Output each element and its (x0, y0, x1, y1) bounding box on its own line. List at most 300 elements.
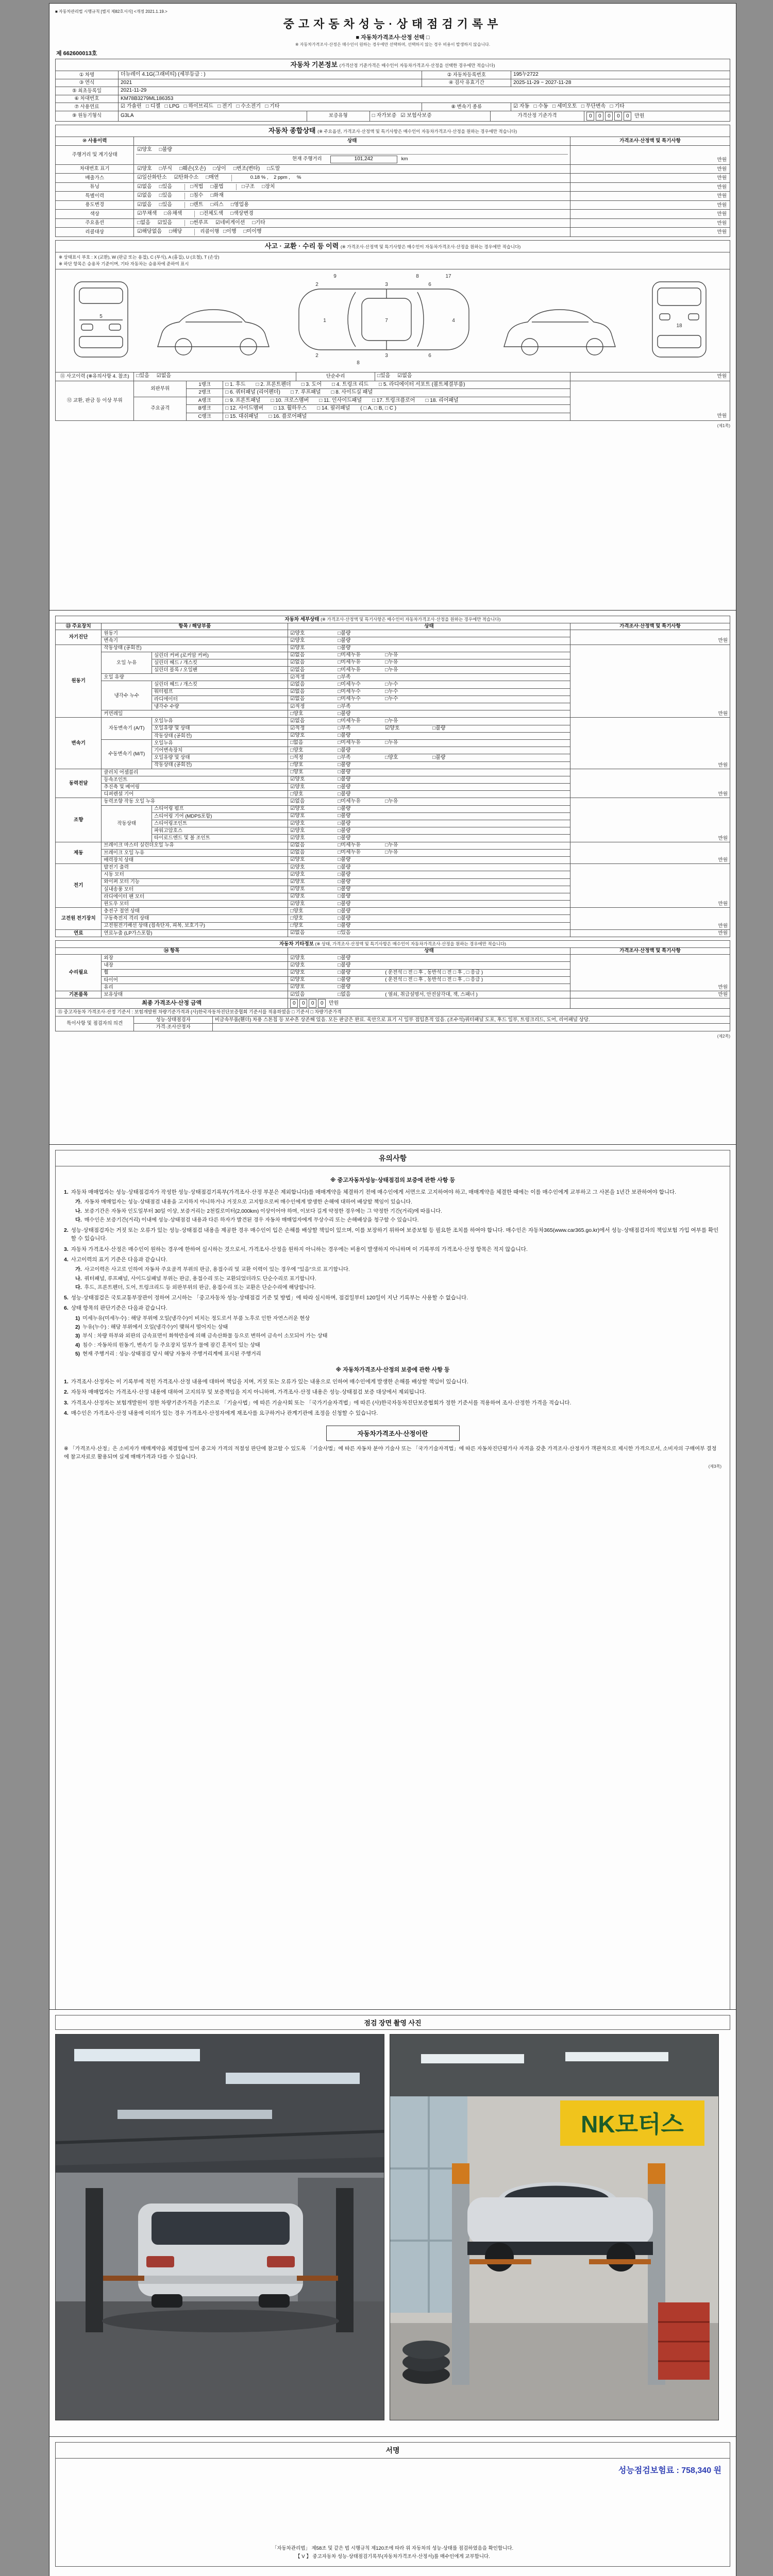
checkbox-option[interactable]: □장치 (262, 183, 275, 190)
checkbox-option[interactable]: ☑양호 (290, 955, 305, 961)
checkbox-option[interactable]: □미세누유 (338, 740, 361, 746)
checkbox-option[interactable]: ☑해당없음 (137, 229, 162, 235)
checkbox-option[interactable]: ☑양호 (290, 977, 305, 983)
checkbox-option[interactable]: ☑양호 (137, 146, 152, 152)
item-label: 추진축 및 베어링 (102, 784, 288, 791)
price-digit[interactable]: 0 (614, 112, 622, 121)
panel-checkbox-option[interactable]: □ 11. 인사이드패널 (319, 397, 362, 403)
note-sub-text: 보증기간은 자동차 인도일부터 30일 이상, 보증거리는 2천킬로미터(2,000km) 이상이어야 하며, 이보다 길게 약정한 경우에는 그 약정한 기간(거리)에 따릅니다. (84, 1208, 442, 1214)
checkbox-option[interactable]: □불량 (338, 637, 351, 643)
item-label: 오일유량 및 상태 (152, 754, 288, 761)
note-subitem (75, 1266, 721, 1274)
status-segment (137, 193, 185, 199)
etc-extra-options[interactable]: ( 운전석 □ 전 □ 후 , 동반석 □ 전 □ 후 , □ 응급 ) (385, 977, 483, 983)
checkbox-option[interactable]: □누유 (385, 718, 398, 724)
checkbox-option[interactable]: ☑양호 (290, 901, 305, 907)
checkbox-option[interactable]: ☑없음 (290, 930, 305, 936)
panel-checkbox-option[interactable]: □ 15. 대쉬패널 (225, 413, 259, 419)
checkbox-option[interactable]: ☑양호 (290, 630, 305, 636)
checkbox-option[interactable]: □도말 (267, 165, 280, 172)
checkbox-option[interactable]: □화재 (210, 193, 224, 199)
item-label: 스티어링 기어 (MDPS포함) (152, 812, 288, 820)
item-label: 워터펌프 (152, 688, 288, 696)
checkbox-option[interactable]: □불량 (338, 893, 351, 900)
model-year-value[interactable]: 2021 (118, 79, 422, 87)
overall-table (55, 125, 730, 237)
checkbox-option[interactable]: □불량 (338, 806, 351, 812)
vin-value[interactable]: KM78B3279ML186353 (118, 95, 730, 103)
checkbox-option[interactable]: ☑양호 (290, 835, 305, 841)
checkbox-option[interactable]: □없음 (290, 740, 304, 746)
checkbox-option[interactable]: □미세누유 (338, 659, 361, 666)
checkbox-option[interactable]: □불량 (338, 791, 351, 797)
checkbox-option[interactable]: □있음 (136, 373, 149, 379)
panel-options (223, 405, 570, 413)
checkbox-option[interactable]: □미세누유 (338, 667, 361, 673)
checkbox-option[interactable]: □불량 (338, 977, 351, 983)
detail-row (56, 630, 730, 637)
checkbox-option[interactable]: ☑양호 (290, 806, 305, 812)
checkbox-option[interactable]: □불량 (338, 784, 351, 790)
status-segment (137, 202, 185, 209)
checkbox-option[interactable]: □유채색 (164, 211, 182, 217)
item-status-cell (288, 667, 570, 674)
note-sub-text: 부식 : 차량 하부와 외판의 금속표면이 화학반응에 의해 금속산화물 등으로 변하여 금속이 소모되어 가는 상태 (82, 1333, 328, 1340)
car-diagram-svg (57, 270, 719, 368)
checkbox-option[interactable]: □불량 (338, 857, 351, 863)
checkbox-option[interactable]: □누수 (385, 681, 398, 687)
checkbox-option[interactable]: □양호 (290, 769, 304, 775)
checkbox-option[interactable]: ☑일산화탄소 (137, 175, 167, 181)
checkbox-option[interactable]: ☑양호 (290, 893, 305, 900)
inspection-validity-value[interactable]: 2025-11-29 ~ 2027-11-28 (511, 79, 730, 87)
checkbox-option[interactable]: ☑양호 (290, 962, 305, 968)
checkbox-option[interactable]: ☑양호 (290, 886, 305, 892)
checkbox-option[interactable]: □있음 (159, 183, 173, 190)
checkbox-option[interactable]: □불량 (338, 630, 351, 636)
first-registration-value[interactable]: 2021-11-29 (118, 87, 730, 95)
basic-row-3 (55, 87, 730, 95)
checkbox-option[interactable]: □불량 (338, 813, 351, 819)
detail-title: 자동차 세부상태 (284, 616, 320, 622)
checkbox-option[interactable]: □미세누수 (338, 681, 361, 687)
checkbox-option[interactable]: ☑네비게이션 (215, 219, 245, 226)
checkbox-option[interactable]: ☑양호 (290, 857, 305, 863)
status-label: 리콜이행 (200, 229, 220, 235)
checkbox-option[interactable]: □불량 (338, 820, 351, 826)
checkbox-option[interactable]: □불량 (338, 710, 351, 717)
checkbox-option[interactable]: □불량 (338, 762, 351, 768)
price-amount-cell: 만원 (570, 210, 730, 219)
page-marker-3: (제3쪽) (708, 1464, 721, 1469)
checkbox-option[interactable]: □훼손(오손) (179, 165, 206, 172)
checkbox-option[interactable]: □미세누유 (338, 842, 361, 849)
item-status-cell (288, 710, 570, 718)
svg-text:5: 5 (99, 313, 103, 319)
checkbox-option[interactable]: □해당 (169, 229, 182, 235)
note-number: 2. (64, 1389, 69, 1396)
detail-col-item: 항목 / 해당부품 (102, 623, 288, 630)
checkbox-option[interactable]: □영업용 (230, 201, 249, 208)
checkbox-option[interactable]: ☑양호 (290, 776, 305, 783)
panel-checkbox-option[interactable]: □ 7. 루프패널 (290, 389, 321, 395)
panel-checkbox-option[interactable]: □ 6. 쿼터패널 (리어펜더) (225, 389, 280, 395)
price-amount-cell: 만원 (570, 842, 730, 864)
note-text: 성능·상태점검은 국토교통부장관이 정하여 고시하는 「중고자동차 성능·상태점검 기준 및 방법」에 따라 실시하며, 점검일부터 120일이 지난 기록부는 사용할 수 없습니다. (71, 1295, 468, 1301)
checkbox-option[interactable]: □불량 (338, 827, 351, 834)
item-label: 실린더 헤드 / 개스킷 (152, 659, 288, 666)
checkbox-option[interactable]: □불량 (338, 915, 351, 921)
checkbox-option[interactable]: ☑없음 (290, 850, 305, 856)
checkbox-option[interactable]: □누유 (385, 740, 398, 746)
item-label: 실린더 커버 (로커암 커버) (152, 652, 288, 659)
registration-number-value[interactable]: 195누2722 (511, 71, 730, 79)
checkbox-option[interactable]: ☑적정 (290, 725, 305, 732)
panel-checkbox-option[interactable]: ( □ A, □ B, □ C ) (360, 405, 397, 411)
svg-text:1: 1 (323, 317, 326, 324)
checkbox-option[interactable]: □불법 (210, 183, 224, 190)
etc-item-label: 휠 (102, 969, 288, 976)
panel-options (223, 389, 570, 397)
page-2 (49, 610, 736, 1151)
checkbox-option[interactable]: □부족 (338, 674, 351, 680)
checkbox-option[interactable]: ☑없음 (290, 798, 305, 804)
checkbox-option[interactable]: □양호 (290, 747, 304, 753)
note-text: 사고이력의 표기 기준은 다음과 같습니다. (71, 1256, 167, 1263)
item-label: 원동기 (102, 630, 288, 637)
checkbox-option[interactable]: □누유 (385, 667, 398, 673)
panel-checkbox-option[interactable]: □ 4. 트렁크 리드 (331, 381, 368, 387)
checkbox-option[interactable]: ☑양호 (290, 864, 305, 870)
checkbox-option[interactable]: □미세누유 (338, 718, 361, 724)
checkbox-option[interactable]: ☑있음 (157, 219, 173, 226)
note-subitem (75, 1315, 721, 1323)
checkbox-option[interactable]: □누유 (385, 798, 398, 804)
panel-checkbox-option[interactable]: □ 8. 사이드실 패널 (331, 389, 373, 395)
checkbox-option[interactable]: ☑양호 (290, 645, 305, 651)
inspector-comment[interactable]: 비금속부품(휀더) 차용 스톤칩 등 보수흔 상존해 있음. 모든 판금은 완료. 육안으로 표기 시 일부 접입흔적 있음. (조수석)쿼터패널 도포, 후드 일부, 트렁크리드, 도어, 리어패널 상당. (212, 1016, 730, 1024)
accident-note: (※ 가격조사·산정액 및 특기사항은 매수인이 자동차가격조사·산정을 원하는 경우에만 적습니다) (340, 244, 521, 249)
page-marker-1: (제1쪽) (717, 423, 730, 428)
checkbox-option[interactable]: □부족 (338, 754, 351, 760)
checkbox-option[interactable]: ☑없음 (137, 183, 152, 190)
checkbox-option[interactable]: ☑없음 (290, 652, 305, 658)
detail-row (56, 798, 730, 805)
price-digit[interactable]: 0 (605, 112, 613, 121)
final-price-blank (570, 998, 730, 1009)
checkbox-option[interactable]: □양호 (290, 710, 304, 717)
checkbox-option[interactable]: □불량 (338, 879, 351, 885)
checkbox-option[interactable]: □양호 (290, 762, 304, 768)
checkbox-option[interactable]: □불량 (338, 871, 351, 877)
item-status-cell (288, 681, 570, 688)
checkbox-option[interactable]: □색상변경 (230, 211, 254, 217)
overall-status-cell (134, 182, 570, 192)
item-label: 와이퍼 모터 기능 (102, 878, 288, 886)
checkbox-option[interactable]: □누수 (385, 689, 398, 695)
car-name-value[interactable]: 더뉴레이 4.1G(그래비티) (세부등급 : ) (118, 71, 422, 79)
checkbox-option[interactable]: □양호 (290, 923, 304, 929)
checkbox-option[interactable]: □없음 (137, 219, 150, 226)
checkbox-option[interactable]: ☑없음 (290, 842, 305, 849)
odometer-value[interactable]: 101,242 (330, 156, 397, 163)
checkbox-option[interactable]: □불량 (338, 886, 351, 892)
panel-checkbox-option[interactable]: □ 17. 트렁크플로어 (372, 397, 415, 403)
item-status-cell (288, 630, 570, 637)
checkbox-option[interactable]: ☑양호 (290, 813, 305, 819)
standard-book-line[interactable]: ⑮ 중고자동차 가격조사·산정 기준서 : 보험개발원 차량기준가격과 (사)한국자동차진단보증협회 기준서를 적용하였음 □ 기준서 □ 차량기준가격 (56, 1009, 730, 1016)
price-amount-cell: 만원 (570, 145, 730, 164)
checkbox-option[interactable]: □렌트 (190, 201, 204, 208)
checkbox-option[interactable]: □미세누유 (338, 798, 361, 804)
price-amount-cell: 만원 (570, 864, 730, 908)
svg-text:6: 6 (428, 352, 431, 359)
checkbox-option[interactable]: □불량 (338, 984, 351, 990)
checkbox-option[interactable]: □누유 (385, 652, 398, 658)
panel-checkbox-option[interactable]: □ 9. 프론트패널 (225, 397, 261, 403)
checkbox-option[interactable]: ☑양호 (290, 970, 305, 976)
item-label: 윈도우 모터 (102, 901, 288, 908)
note-number: 4. (64, 1256, 69, 1263)
status-line (136, 219, 568, 227)
checkbox-option[interactable]: □불량 (159, 146, 173, 152)
checkbox-option[interactable]: □침수 (190, 193, 204, 199)
checkbox-option[interactable]: □기타 (252, 219, 265, 226)
checkbox-option[interactable]: ☑양호 (290, 637, 305, 643)
checkbox-option[interactable]: □있음 (377, 373, 391, 379)
page-marker-2: (제2쪽) (717, 1034, 730, 1039)
checkbox-option[interactable]: □구조 (241, 183, 255, 190)
checkbox-option[interactable]: □불량 (338, 908, 351, 914)
item-status-cell (288, 637, 570, 645)
price-digit[interactable]: 0 (586, 112, 594, 121)
price-digit[interactable]: 0 (596, 112, 603, 121)
checkbox-option[interactable]: □있음 (159, 193, 173, 199)
checkbox-option[interactable]: □리스 (210, 201, 224, 208)
warranty-type-options[interactable]: □ 자가보증 ☑ 보험사보증 (369, 111, 490, 121)
note-subitem (75, 1198, 721, 1206)
overall-row (56, 192, 730, 201)
panel-group-label: 주요골격 (134, 397, 187, 421)
checkbox-option[interactable]: □미세누유 (338, 850, 361, 856)
checkbox-option[interactable]: □상이 (213, 165, 226, 172)
checkbox-option[interactable]: □불량 (338, 769, 351, 775)
note-text: 자동차 가격조사·산정은 매수인이 원하는 경우에 한하여 실시하는 것으로서, 가격조사·산정을 원하지 아니하는 경우에는 비용이 발생하지 아니하며 이 기록부의 가격조사·산정 항목은 적지 않습니다. (71, 1246, 528, 1252)
checkbox-option[interactable]: ☑양호 (290, 879, 305, 885)
item-status-cell (288, 674, 570, 681)
checkbox-option[interactable]: □누수 (385, 696, 398, 702)
item-label: 변속기 (102, 637, 288, 645)
note-number: 3. (64, 1399, 69, 1406)
checkbox-option[interactable]: ☑없음 (137, 193, 152, 199)
checkbox-option[interactable]: ☑양호 (385, 725, 400, 732)
panel-checkbox-option[interactable]: □ 1. 후드 (225, 381, 246, 387)
etc-note: (※ 상태, 가격조사·산정액 및 특기사항은 매수인이 자동차가격조사·산정을 원하는 경우에만 적습니다) (315, 941, 507, 946)
state-legend (55, 252, 730, 269)
checkbox-option[interactable]: □불량 (432, 725, 446, 732)
checkbox-option[interactable]: □불량 (338, 835, 351, 841)
checkbox-option[interactable]: ☑적정 (290, 703, 305, 709)
price-amount-cell: 만원 (570, 955, 730, 991)
checkbox-option[interactable]: ☑탄화수소 (174, 175, 199, 181)
overall-row (56, 210, 730, 219)
checkbox-option[interactable]: □불량 (338, 970, 351, 976)
item-label: 배력장치 상태 (102, 856, 288, 863)
base-price-digits[interactable] (586, 113, 633, 119)
detail-note: (※ 가격조사·산정액 및 특기사항은 매수인이 자동차가격조사·산정을 원하는 경우에만 적습니다) (321, 616, 501, 622)
panel-checkbox-option[interactable]: □ 12. 사이드멤버 (225, 405, 264, 411)
checkbox-option[interactable]: □있음 (338, 930, 351, 936)
final-price-digits[interactable] (290, 1001, 327, 1006)
panel-checkbox-option[interactable]: □ 18. 리어패널 (425, 397, 459, 403)
overall-row (56, 228, 730, 237)
checkbox-option[interactable]: □적정 (290, 754, 304, 760)
etc-item-label: 유리 (102, 984, 288, 991)
checkbox-option[interactable]: □불량 (338, 923, 351, 929)
checkbox-option[interactable]: ☑양호 (290, 784, 305, 790)
checkbox-option[interactable]: ☑있음 (290, 991, 305, 997)
checkbox-option[interactable]: ☑양호 (290, 820, 305, 826)
item-label: 작동상태 (공회전) (152, 732, 288, 739)
price-digit[interactable]: 0 (290, 999, 298, 1008)
status-segment (137, 211, 195, 217)
item-status-cell (288, 827, 570, 835)
overall-note: (※ 주요옵션, 가격조사·산정액 및 특기사항은 매수인이 자동차가격조사·산정을 원하는 경우에만 적습니다) (317, 128, 517, 134)
checkbox-option[interactable]: □전체도색 (200, 211, 224, 217)
checkbox-option[interactable]: □있음 (159, 201, 173, 208)
note-sub-text: 미세누유(미세누수) : 해당 부위에 오일(냉각수)이 비치는 정도로서 부품 노후로 인한 자연스러운 현상 (82, 1315, 310, 1321)
status-line (136, 183, 568, 191)
checkbox-option[interactable]: □불량 (338, 645, 351, 651)
price-digit[interactable]: 0 (318, 999, 326, 1008)
panel-checkbox-option[interactable]: □ 2. 프론트펜더 (256, 381, 291, 387)
checkbox-option[interactable]: □부식 (159, 165, 173, 172)
checkbox-option[interactable]: □불량 (338, 955, 351, 961)
checkbox-option[interactable]: ☑양호 (290, 871, 305, 877)
checkbox-option[interactable]: □누유 (385, 659, 398, 666)
appraiser-comment[interactable] (212, 1024, 730, 1031)
checkbox-option[interactable]: ☑없음 (290, 689, 305, 695)
checkbox-option[interactable]: □불량 (338, 776, 351, 783)
checkbox-option[interactable]: □불량 (338, 747, 351, 753)
note-subitem (75, 1332, 721, 1340)
panel-checkbox-option[interactable]: □ 5. 라디에이터 서포트 (볼트체결부품) (379, 381, 465, 387)
checkbox-option[interactable]: ☑양호 (137, 165, 152, 172)
checkbox-option[interactable]: □불량 (338, 733, 351, 739)
checkbox-option[interactable]: □누유 (385, 850, 398, 856)
checkbox-option[interactable]: □부족 (338, 725, 351, 732)
checkbox-option[interactable]: ☑없음 (156, 373, 172, 379)
price-digit[interactable]: 0 (309, 999, 316, 1008)
subgroup-label: 수동변속기 (M/T) (102, 739, 152, 769)
checkbox-option[interactable]: □양호 (290, 908, 304, 914)
remarks-label: 특이사항 및 점검자의 의견 (56, 1016, 134, 1031)
checkbox-option[interactable]: □이행 (223, 229, 237, 235)
fuel-options[interactable]: ☑ 가솔린 □ 디젤 □ LPG □ 하이브리드 □ 전기 □ 수소전기 □ 기타 (118, 103, 422, 111)
subgroup-label: 오일 누유 (102, 652, 152, 674)
panel-options (223, 397, 570, 405)
checkbox-option[interactable]: ☑양호 (290, 733, 305, 739)
note-text: 매수인은 가격조사·산정 내용에 이의가 있는 경우 가격조사·산정자에게 재조사를 요구하거나 관계기관에 조정을 신청할 수 있습니다. (71, 1410, 378, 1416)
transmission-options[interactable]: ☑ 자동 □ 수동 □ 세미오토 □ 무단변속 □ 기타 (511, 103, 730, 111)
checkbox-option[interactable]: ☑없음 (290, 681, 305, 687)
odometer-unit: km (401, 156, 408, 162)
detail-table (55, 616, 730, 937)
accident-history-table (55, 372, 730, 381)
price-survey-definition-title: 자동차가격조사·산정이란 (326, 1426, 460, 1441)
checkbox-option[interactable]: ☑없음 (290, 696, 305, 702)
checkbox-option[interactable]: □양호 (290, 915, 304, 921)
checkbox-option[interactable]: □매연 (206, 175, 219, 181)
checkbox-option[interactable]: ☑양호 (290, 984, 305, 990)
checkbox-option[interactable]: □부족 (338, 703, 351, 709)
panel-checkbox-option[interactable]: □ 14. 필러패널 (317, 405, 350, 411)
checkbox-option[interactable]: □미세누유 (338, 652, 361, 658)
checkbox-option[interactable]: □미세누수 (338, 689, 361, 695)
item-status-cell (288, 871, 570, 878)
overall-status-cell (134, 228, 570, 237)
checkbox-option[interactable]: □미이행 (243, 229, 262, 235)
item-status-cell (288, 878, 570, 886)
panel-checkbox-option[interactable]: □ 13. 휠하우스 (274, 405, 307, 411)
checkbox-option[interactable]: □불량 (338, 901, 351, 907)
first-registration-label: ⑤ 최초등록일 (56, 87, 119, 95)
price-digit[interactable]: 0 (624, 112, 631, 121)
price-digit[interactable]: 0 (299, 999, 307, 1008)
price-amount-cell: 만원 (570, 164, 730, 174)
price-survey-select[interactable]: ■ 자동차가격조사·산정 선택 □ (356, 35, 430, 41)
checkbox-option[interactable]: □변조(변타) (233, 165, 260, 172)
checkbox-option[interactable]: □썬루프 (190, 219, 209, 226)
etc-extra-options[interactable]: ( 열쇠, 취급설명서, 안전삼각대, 잭, 스패너 ) (385, 991, 478, 997)
checkbox-option[interactable]: □불량 (338, 864, 351, 870)
checkbox-option[interactable]: □불량 (338, 962, 351, 968)
checkbox-option[interactable]: □양호 (385, 754, 398, 760)
checkbox-option[interactable]: ☑없음 (290, 659, 305, 666)
checkbox-option[interactable]: ☑적정 (290, 674, 305, 680)
etc-row (56, 991, 730, 998)
engine-type-value[interactable]: G3LA (118, 111, 307, 121)
item-status-cell (288, 929, 570, 937)
item-label: 타이로드엔드 및 볼 조인트 (152, 835, 288, 842)
checkbox-option[interactable]: ☑무채색 (137, 211, 157, 217)
note-sub-text: 쿼터패널, 루프패널, 사이드실패널 부위는 판금, 용접수리 또는 교환되었더라도 단순수리로 표기합니다. (84, 1276, 316, 1282)
checkbox-option[interactable]: ☑없음 (137, 201, 152, 208)
checkbox-option[interactable]: □없음 (338, 991, 351, 997)
status-line (136, 146, 568, 154)
checkbox-option[interactable]: ☑없음 (290, 718, 305, 724)
checkbox-option[interactable]: ☑없음 (290, 667, 305, 673)
panel-checkbox-option[interactable]: □ 16. 플로어패널 (268, 413, 307, 419)
checkbox-option[interactable]: □불량 (432, 754, 446, 760)
note-number: 2. (64, 1227, 69, 1234)
device-category-label: 자기진단 (56, 630, 102, 645)
panel-checkbox-option[interactable]: □ 3. 도어 (301, 381, 322, 387)
checkbox-option[interactable]: ☑양호 (290, 827, 305, 834)
checkbox-option[interactable]: ☑없음 (397, 373, 412, 379)
note-item (64, 1378, 721, 1386)
checkbox-option[interactable]: □미세누수 (338, 696, 361, 702)
panel-checkbox-option[interactable]: □ 10. 크로스멤버 (271, 397, 309, 403)
base-price-value (584, 111, 730, 121)
checkbox-option[interactable]: □양호 (290, 791, 304, 797)
etc-extra-options[interactable]: ( 운전석 □ 전 □ 후 , 동반석 □ 전 □ 후 , □ 응급 ) (385, 970, 483, 976)
overall-row-label: 차대번호 표기 (56, 164, 134, 174)
checkbox-option[interactable]: □적법 (190, 183, 204, 190)
checkbox-option[interactable]: □누유 (385, 842, 398, 849)
transmission-label: ⑧ 변속기 종류 (422, 103, 511, 111)
item-status-cell (288, 725, 570, 732)
